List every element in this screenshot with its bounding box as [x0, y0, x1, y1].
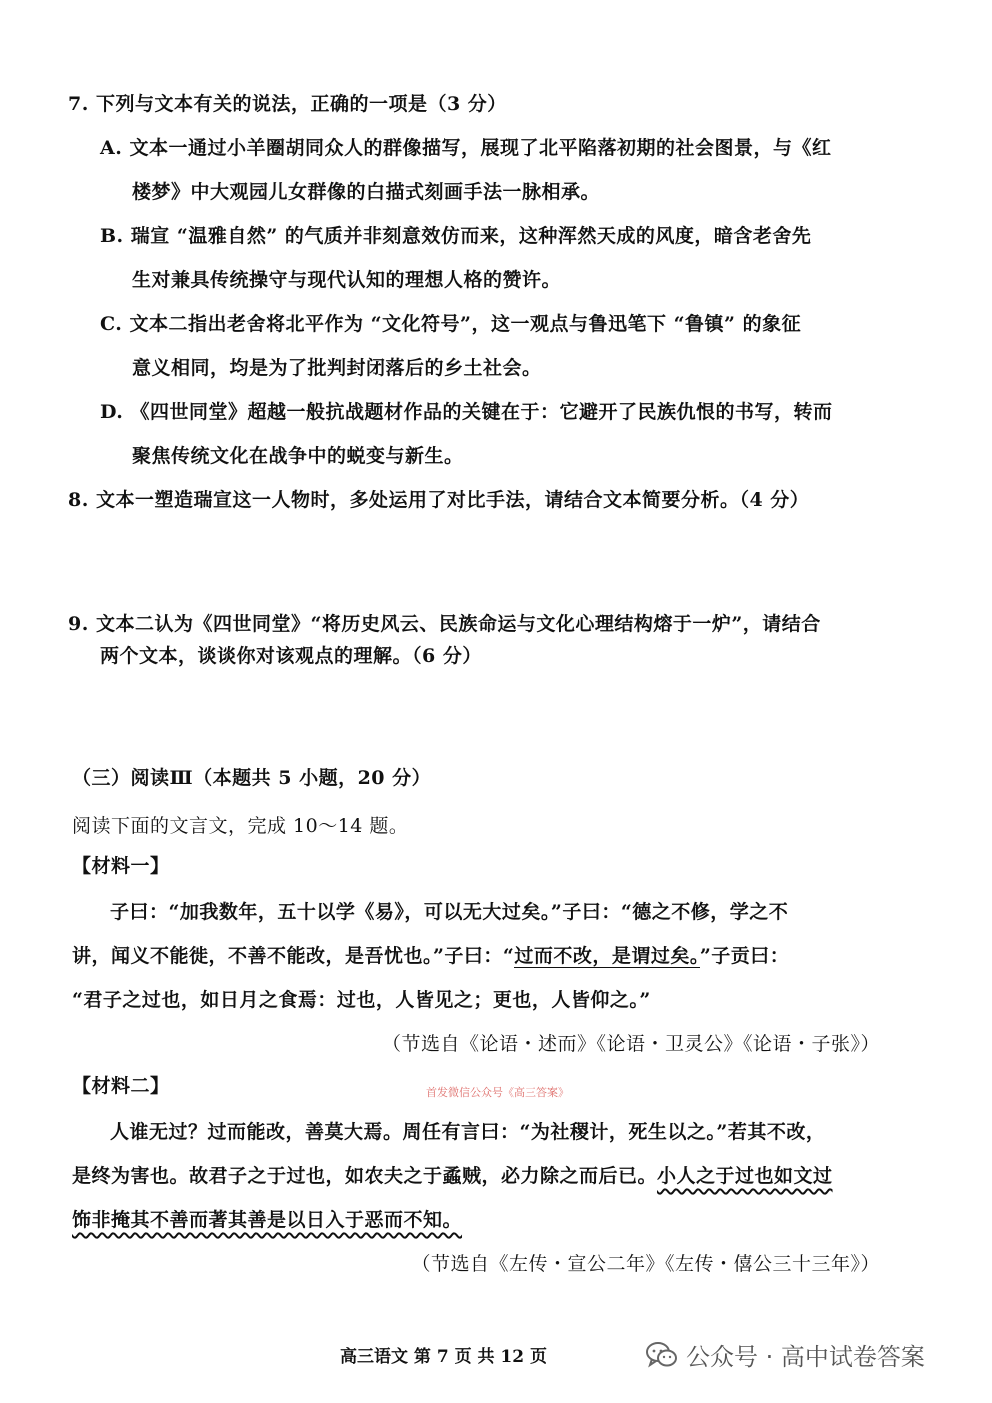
material2-source: （节选自《左传・宣公二年》《左传・僖公三十三年》） — [411, 1253, 880, 1275]
material1-source: （节选自《论语・述而》《论语・卫灵公》《论语・子张》） — [381, 1033, 880, 1055]
q7-option-b-line1: B. 瑞宣 “温雅自然” 的气质并非刻意效仿而来，这种浑然天成的风度，暗含老舍先 — [100, 225, 812, 247]
q9-stem-line1: 9. 文本二认为《四世同堂》“将历史风云、民族命运与文化心理结构熔于一炉”，请结合 — [68, 613, 821, 635]
material2-wavy-sentence-part2: 饰非掩其不善而著其善是以日入于恶而不知。 — [72, 1209, 463, 1231]
q7-stem: 7. 下列与文本有关的说法，正确的一项是（3 分） — [68, 93, 507, 115]
q7-option-c-line2: 意义相同，均是为了批判封闭落后的乡土社会。 — [132, 357, 542, 379]
material2-wavy-sentence-part1: 小人之于过也如文过 — [657, 1165, 833, 1187]
section3-heading: （三）阅读Ⅲ（本题共 5 小题，20 分） — [72, 767, 432, 789]
page-footer: 高三语文 第 7 页 共 12 页 — [340, 1347, 547, 1367]
watermark: 首发微信公众号《高三答案》 — [426, 1086, 569, 1099]
wechat-brand — [646, 1337, 925, 1372]
brand-text: 公众号 · 高中试卷答案 — [686, 1343, 925, 1371]
q7-option-c-line1: C. 文本二指出老舍将北平作为 “文化符号”，这一观点与鲁迅笔下 “鲁镇” 的象征 — [100, 313, 802, 335]
wechat-icon — [646, 1341, 678, 1369]
material1-line2-a: 讲，闻义不能徙，不善不能改，是吾忧也。”子曰：“ — [72, 945, 515, 967]
q7-option-a-line2: 楼梦》中大观园儿女群像的白描式刻画手法一脉相承。 — [132, 181, 601, 203]
q7-option-a-line1: A. 文本一通过小羊圈胡同众人的群像描写，展现了北平陷落初期的社会图景，与《红 — [100, 137, 832, 159]
material1-line3: “君子之过也，如日月之食焉：过也，人皆见之；更也，人皆仰之。” — [72, 989, 651, 1011]
q8-stem: 8. 文本一塑造瑞宣这一人物时，多处运用了对比手法，请结合文本简要分析。（4 分） — [68, 489, 810, 511]
material2-label: 【材料二】 — [72, 1075, 170, 1097]
material2-line2-a: 是终为害也。故君子之于过也，如农夫之于蟊贼，必力除之而后已。 — [72, 1165, 658, 1187]
material1-line1: 子曰：“加我数年，五十以学《易》，可以无大过矣。”子曰：“德之不修，学之不 — [110, 901, 789, 923]
material2-line1: 人谁无过？过而能改，善莫大焉。周任有言曰：“为社稷计，死生以之。”若其不改， — [110, 1121, 826, 1143]
material1-label: 【材料一】 — [72, 855, 170, 877]
material1-line2 — [72, 942, 789, 970]
material2-line3 — [72, 1206, 462, 1234]
section3-instruction: 阅读下面的文言文，完成 10～14 题。 — [72, 815, 409, 837]
q9-stem-line2: 两个文本，谈谈你对该观点的理解。（6 分） — [100, 645, 482, 667]
q7-option-b-line2: 生对兼具传统操守与现代认知的理想人格的赞许。 — [132, 269, 562, 291]
q7-option-d-line2: 聚焦传统文化在战争中的蜕变与新生。 — [132, 445, 464, 467]
q7-option-d-line1: D. 《四世同堂》超越一般抗战题材作品的关键在于：它避开了民族仇恨的书写，转而 — [100, 401, 833, 423]
material1-underlined-sentence: 过而不改，是谓过矣。 — [514, 945, 700, 967]
material2-line2 — [72, 1162, 833, 1190]
material1-line2-b: ”子贡曰： — [699, 945, 790, 967]
